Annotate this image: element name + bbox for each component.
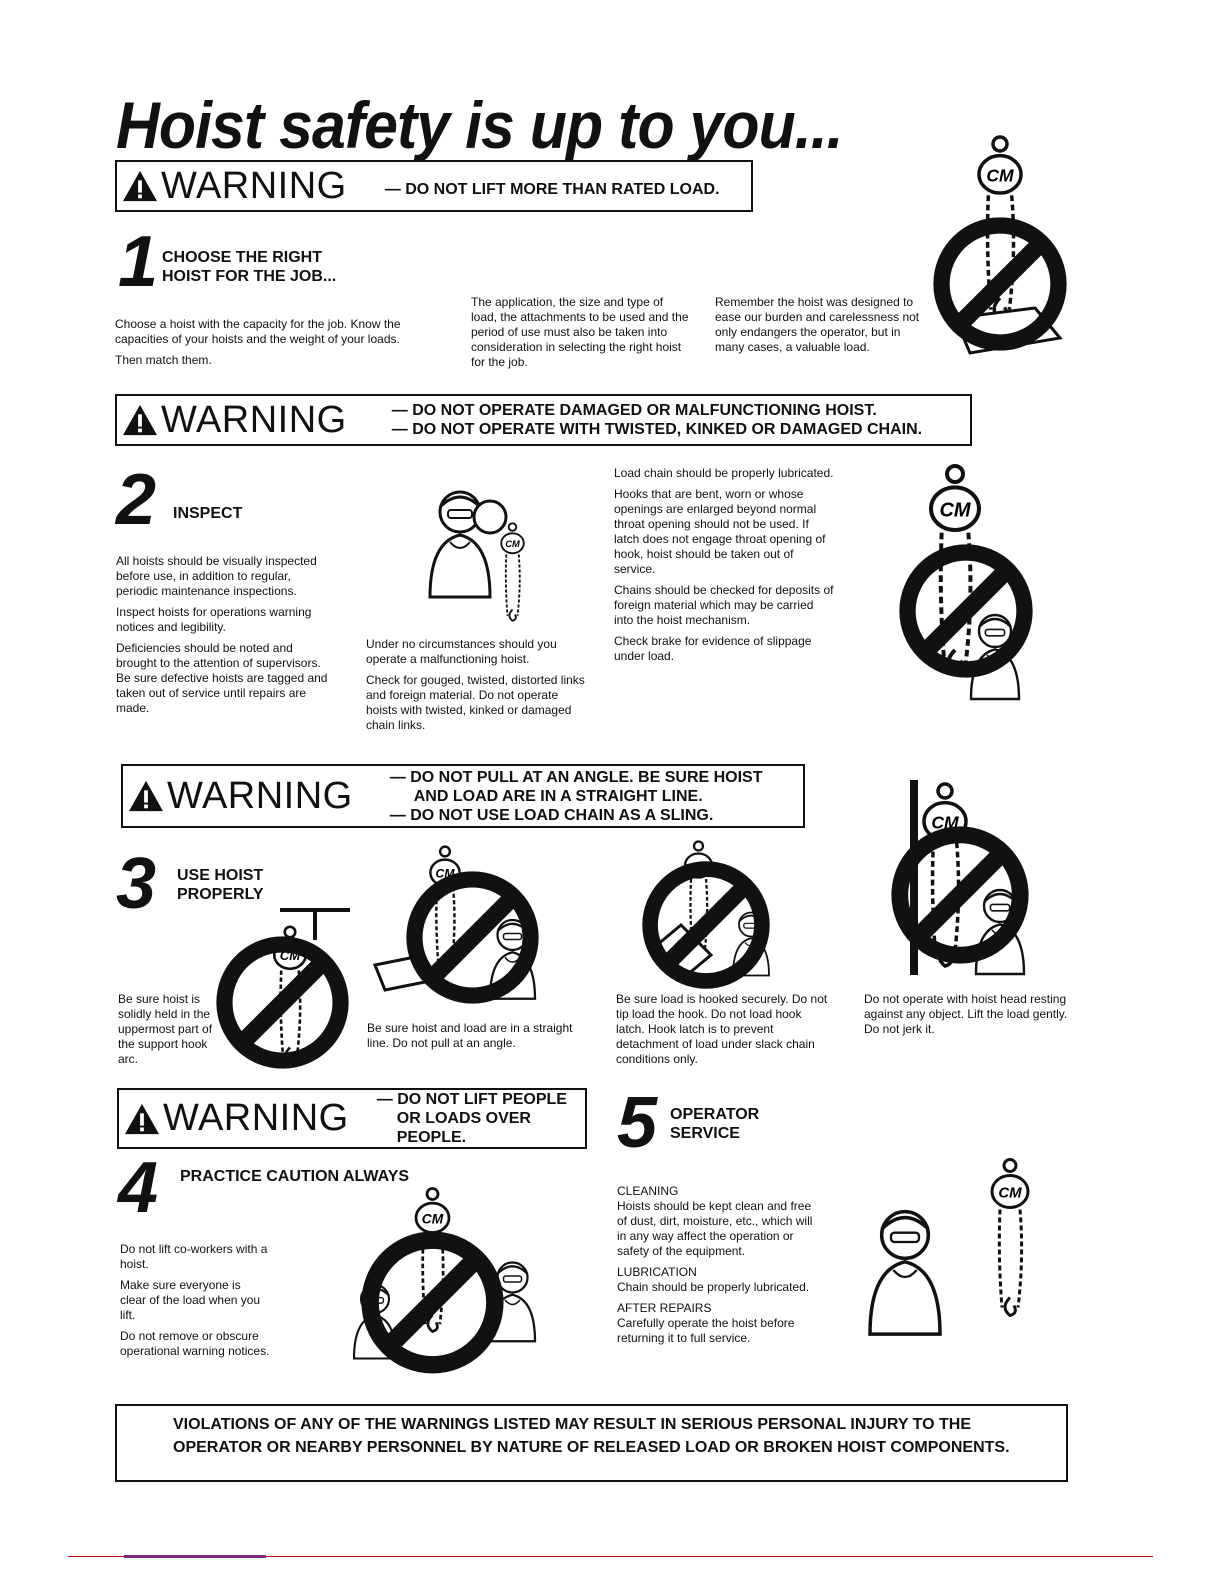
section-3-caption-4: Do not operate with hoist head resting against any object. Lift the load gently. Do not jerk it.: [864, 992, 1068, 1036]
lubrication-title: LUBRICATION: [617, 1265, 697, 1279]
section-3-caption-3: Be sure load is hooked securely. Do not tip load the hook. Do not load hook latch. Hook latch is to prevent detachment of load under slack chain conditions only.: [616, 992, 828, 1066]
section-4-heading: PRACTICE CAUTION ALWAYS: [180, 1168, 410, 1185]
section-2-heading: INSPECT: [173, 505, 243, 522]
violations-notice: VIOLATIONS OF ANY OF THE WARNINGS LISTED MAY RESULT IN SERIOUS PERSONAL INJURY TO THE OPERATOR OR NEARBY PERSONNEL BY NATURE OF RELEASED LOAD OR BROKEN HOIST COMPONENTS.: [115, 1404, 1068, 1482]
tip-load-illustration: [636, 840, 781, 990]
section-number-3: 3: [116, 844, 157, 924]
warning-text: — DO NOT OPERATE DAMAGED OR MALFUNCTIONING HOIST. — DO NOT OPERATE WITH TWISTED, KINKED OR DAMAGED CHAIN.: [391, 402, 923, 438]
warning-text: — DO NOT LIFT MORE THAN RATED LOAD.: [384, 180, 720, 198]
section-3-caption-1: Be sure hoist is solidly held in the uppermost part of the support hook arc.: [118, 992, 213, 1066]
section-number-5: 5: [617, 1083, 658, 1163]
section-1-col2: The application, the size and type of load, the attachments to be used and the period of use must also be taken into consideration in selecting the right hoist for the job.: [471, 295, 689, 369]
section-2-col2: Under no circumstances should you operate a malfunctioning hoist. Check for gouged, twisted, distorted links and foreign material. Do not operate hoists with twisted, kinked or damaged chain links.: [366, 637, 585, 732]
after-repairs-text: Carefully operate the hoist before returning it to full service.: [617, 1316, 795, 1345]
section-5-heading: OPERATOR SERVICE: [670, 1106, 760, 1142]
support-hook-illustration: [210, 905, 355, 1070]
warning-label: WARNING: [121, 399, 347, 442]
after-repairs-title: AFTER REPAIRS: [617, 1301, 712, 1315]
angle-pull-illustration: [365, 845, 555, 1015]
operator-service-illustration: [835, 1125, 1060, 1355]
warning-triangle-icon: [121, 169, 159, 203]
inspector-illustration: [405, 472, 555, 622]
lift-people-illustration: [325, 1185, 550, 1385]
warning-triangle-icon: [123, 1102, 161, 1136]
warning-box-3: [121, 764, 805, 828]
section-3-heading: USE HOIST PROPERLY: [177, 867, 264, 903]
hoist-head-resting-illustration: [880, 770, 1040, 980]
section-number-4: 4: [118, 1148, 159, 1228]
warning-box-2: [115, 394, 972, 446]
warning-text: — DO NOT LIFT PEOPLE OR LOADS OVER PEOPLE.: [376, 1091, 567, 1146]
warning-triangle-icon: [127, 779, 165, 813]
section-2-col1: All hoists should be visually inspected before use, in addition to regular, periodic maintenance inspections. Inspect hoists for operations warning notices and legibility. Deficiencies should be noted and brought to the attention of supervisors. Be sure defective hoists are tagged and taken out of service until repairs are made.: [116, 554, 328, 715]
cleaning-title: CLEANING: [617, 1184, 679, 1198]
warning-label: WARNING: [123, 1097, 349, 1140]
section-1-col3: Remember the hoist was designed to ease our burden and carelessness not only endangers the operator, but in many cases, a valuable load.: [715, 295, 920, 354]
warning-text: — DO NOT PULL AT AN ANGLE. BE SURE HOIST AND LOAD ARE IN A STRAIGHT LINE. — DO NOT USE LOAD CHAIN AS A SLING.: [389, 768, 763, 824]
warning-box-1: [115, 160, 753, 212]
cleaning-text: Hoists should be kept clean and free of dust, dirt, moisture, etc., which will in any way affect the operation or safety of the equipment.: [617, 1199, 813, 1258]
section-1-col1: Choose a hoist with the capacity for the job. Know the capacities of your hoists and the weight of your loads. Then match them.: [115, 317, 401, 367]
section-1-heading: CHOOSE THE RIGHT HOIST FOR THE JOB...: [162, 249, 337, 285]
warning-triangle-icon: [121, 403, 159, 437]
section-3-caption-2: Be sure hoist and load are in a straight line. Do not pull at an angle.: [367, 1021, 573, 1050]
section-5-body: [617, 1184, 822, 1352]
warning-box-4: [117, 1088, 587, 1149]
section-number-2: 2: [116, 460, 157, 540]
lubrication-text: Chain should be properly lubricated.: [617, 1280, 810, 1294]
page-title: Hoist safety is up to you...: [116, 88, 843, 162]
section-number-1: 1: [118, 222, 159, 302]
section-4-body: Do not lift co-workers with a hoist. Make sure everyone is clear of the load when you lift. Do not remove or obscure operational warning notices.: [120, 1242, 270, 1358]
section-2-col3: Load chain should be properly lubricated. Hooks that are bent, worn or whose openings are enlarged beyond normal throat opening should not be used. If latch does not engage throat opening of hook, hoist should be taken out of service. Chains should be checked for deposits of foreign material which may be carried into the hoist mechanism. Check brake for evidence of slippage under load.: [614, 466, 834, 663]
bottom-rule-accent: [124, 1555, 266, 1558]
warning-label: WARNING: [121, 165, 347, 208]
hoist-overload-illustration: [930, 128, 1080, 378]
warning-label: WARNING: [127, 775, 353, 818]
damaged-hoist-illustration: [895, 455, 1040, 720]
